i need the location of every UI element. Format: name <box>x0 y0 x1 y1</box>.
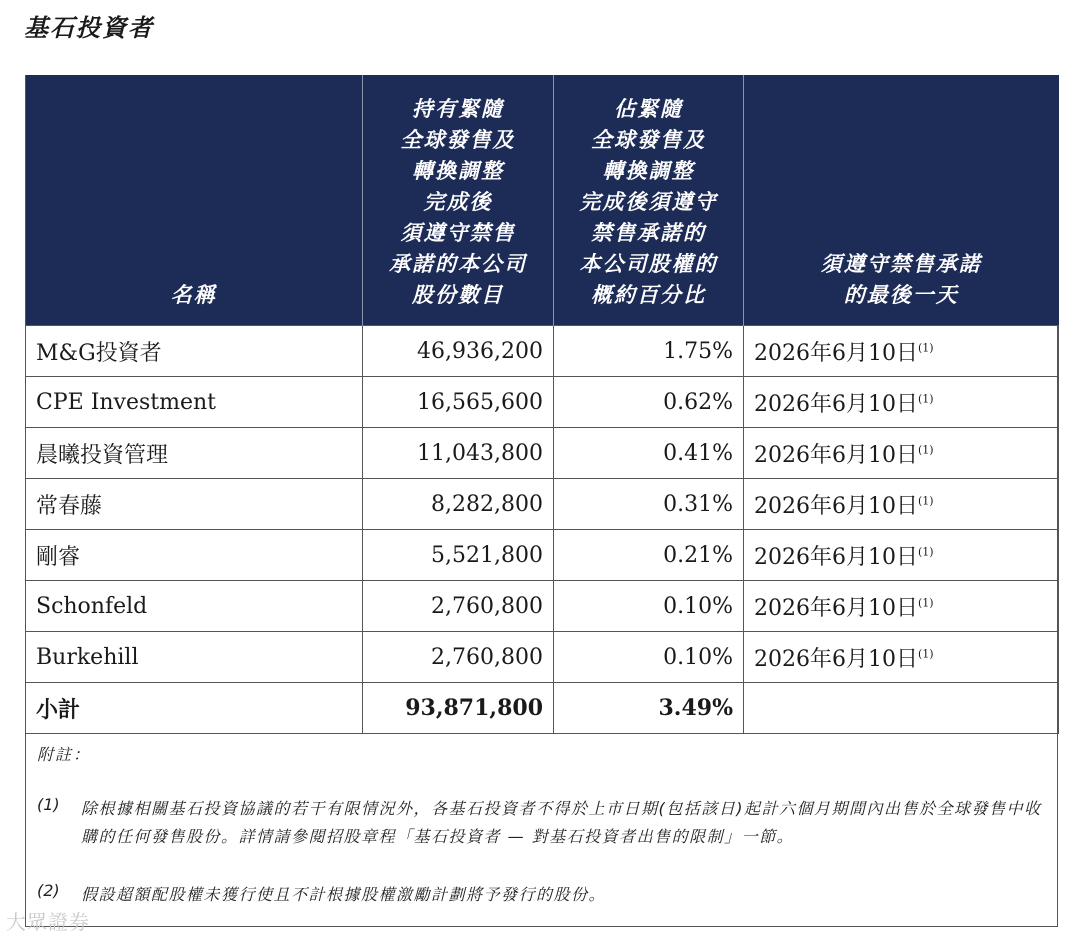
note-marker: (2) <box>37 881 60 900</box>
date-footnote-marker: (1) <box>917 647 934 661</box>
investor-name-cell: CPE Investment <box>26 377 363 428</box>
date-footnote-marker: (1) <box>917 443 934 457</box>
header-line: 須遵守禁售承諾 <box>820 252 982 276</box>
cornerstone-investors-table <box>25 75 1059 734</box>
percent-cell: 0.10% <box>554 632 744 683</box>
header-line: 全球發售及 <box>591 128 706 152</box>
lockup-date-cell <box>744 428 1059 479</box>
investor-name-cell: 剛睿 <box>26 530 363 581</box>
shares-cell: 2,760,800 <box>363 632 554 683</box>
investor-name-cell: 晨曦投資管理 <box>26 428 363 479</box>
date-footnote-marker: (1) <box>917 545 934 559</box>
notes-list <box>37 795 1047 909</box>
percent-cell: 0.10% <box>554 581 744 632</box>
note-item <box>37 881 1047 909</box>
shares-cell: 11,043,800 <box>363 428 554 479</box>
header-line: 全球發售及 <box>400 128 516 152</box>
table-row <box>26 326 1059 377</box>
shares-cell: 46,936,200 <box>363 326 554 377</box>
note-text: 除根據相關基石投資協議的若干有限情況外，各基石投資者不得於上市日期(包括該日)起計六個月期間內出售於全球發售中收購的任何發售股份。詳情請參閱招股章程「基石投資者 — 對基石投資者出售的限制」一節。 <box>81 799 1042 846</box>
lockup-date-cell <box>744 479 1059 530</box>
shares-cell: 16,565,600 <box>363 377 554 428</box>
lockup-date: 2026年6月10日 <box>754 340 918 366</box>
subtotal-row <box>26 683 1059 734</box>
lockup-date: 2026年6月10日 <box>754 595 918 621</box>
lockup-date: 2026年6月10日 <box>754 391 918 417</box>
table-row <box>26 530 1059 581</box>
table-row <box>26 581 1059 632</box>
watermark: 大眾證券 <box>6 910 90 934</box>
header-last-day <box>744 75 1059 326</box>
percent-cell: 0.31% <box>554 479 744 530</box>
header-line: 的最後一天 <box>843 283 959 307</box>
lockup-date-cell <box>744 632 1059 683</box>
investor-name-cell: Schonfeld <box>26 581 363 632</box>
shares-cell: 93,871,800 <box>363 683 554 734</box>
lockup-date: 2026年6月10日 <box>754 493 918 519</box>
header-line: 名稱 <box>170 283 217 307</box>
table-row <box>26 428 1059 479</box>
table-header-row <box>26 75 1059 326</box>
header-line: 須遵守禁售 <box>400 221 516 245</box>
header-line: 股份數目 <box>412 283 504 307</box>
header-line: 完成後 <box>423 190 493 214</box>
date-footnote-marker: (1) <box>917 596 934 610</box>
date-footnote-marker: (1) <box>917 392 934 406</box>
notes-heading: 附註： <box>37 745 92 764</box>
header-percent <box>554 75 744 326</box>
section-title: 基石投資者 <box>24 14 154 42</box>
percent-cell: 3.49% <box>554 683 744 734</box>
shares-cell: 5,521,800 <box>363 530 554 581</box>
percent-cell: 1.75% <box>554 326 744 377</box>
date-footnote-marker: (1) <box>917 341 934 355</box>
lockup-date-cell <box>744 683 1059 734</box>
header-line: 轉換調整 <box>602 159 695 183</box>
lockup-date-cell <box>744 581 1059 632</box>
header-shares <box>363 75 554 326</box>
lockup-date: 2026年6月10日 <box>754 646 918 672</box>
investor-name-cell: M&G投資者 <box>26 326 363 377</box>
lockup-date: 2026年6月10日 <box>754 544 918 570</box>
lockup-date: 2026年6月10日 <box>754 442 918 468</box>
header-line: 本公司股權的 <box>579 252 718 276</box>
percent-cell: 0.41% <box>554 428 744 479</box>
investor-name-cell: 小計 <box>26 683 363 734</box>
header-line: 承諾的本公司 <box>389 252 527 276</box>
table-row <box>26 479 1059 530</box>
header-line: 轉換調整 <box>412 159 504 183</box>
percent-cell: 0.62% <box>554 377 744 428</box>
shares-cell: 2,760,800 <box>363 581 554 632</box>
header-line: 持有緊隨 <box>412 97 504 121</box>
note-text: 假設超額配股權未獲行使且不計根據股權激勵計劃將予發行的股份。 <box>81 885 607 904</box>
percent-cell: 0.21% <box>554 530 744 581</box>
notes-section <box>37 742 1047 939</box>
investor-name-cell: Burkehill <box>26 632 363 683</box>
header-line: 佔緊隨 <box>614 97 683 121</box>
shares-cell: 8,282,800 <box>363 479 554 530</box>
header-name <box>26 75 363 326</box>
lockup-date-cell <box>744 377 1059 428</box>
investor-name-cell: 常春藤 <box>26 479 363 530</box>
date-footnote-marker: (1) <box>917 494 934 508</box>
header-line: 完成後須遵守 <box>579 190 718 214</box>
lockup-date-cell <box>744 326 1059 377</box>
table-body <box>26 326 1059 734</box>
note-marker: (1) <box>37 795 60 814</box>
lockup-date-cell <box>744 530 1059 581</box>
header-line: 禁售承諾的 <box>591 221 706 245</box>
note-item <box>37 795 1047 851</box>
table-row <box>26 632 1059 683</box>
header-line: 概約百分比 <box>591 283 706 307</box>
table-row <box>26 377 1059 428</box>
